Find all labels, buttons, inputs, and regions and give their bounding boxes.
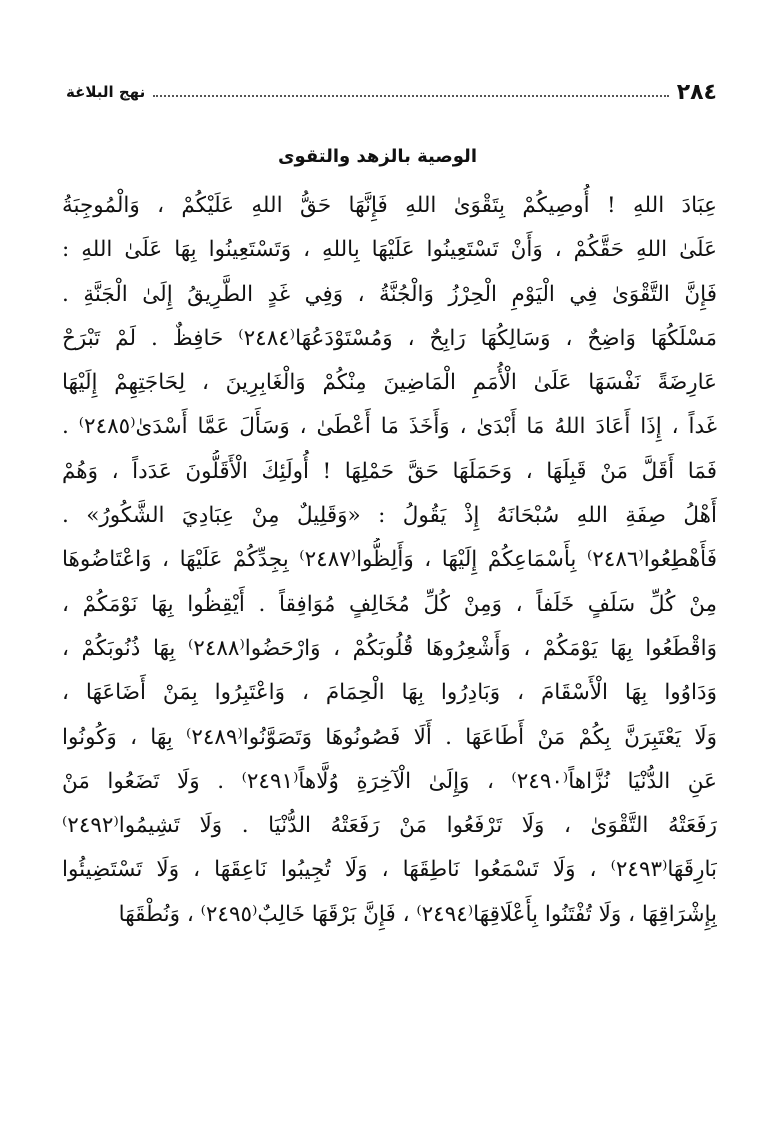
text-line: عَلَىٰ اللهِ حَقَّكُمْ ، وَأَنْ تَسْتَعِينُوا عَلَيْهَا بِاللهِ ، وَتَسْتَعِينُوا بِهَا عَلَىٰ اللهِ : bbox=[62, 237, 717, 263]
page-number: ٢٨٤ bbox=[676, 79, 717, 105]
header-dotted-leader bbox=[153, 94, 669, 97]
text-line: بَارِقَهَا⁽٢٤٩٣⁾ ، وَلَا تَسْمَعُوا نَاطِقَهَا ، وَلَا تُجِيبُوا نَاعِقَهَا ، وَلَا تَسْتَضِيئُوا bbox=[62, 857, 717, 883]
text-line: عَارِضَةً نَفْسَهَا عَلَىٰ الْأُمَمِ الْمَاضِينَ مِنْكُمْ وَالْغَابِرِينَ ، لِحَاجَتِهِمْ إِلَيْهَا bbox=[62, 370, 717, 396]
text-line: مِنْ كُلِّ سَلَفٍ خَلَفاً ، وَمِنْ كُلِّ مُخَالِفٍ مُوَافِقاً . أَيْقِظُوا بِهَا نَوْمَكُمْ ، bbox=[62, 591, 717, 617]
text-line: أَهْلُ صِفَةِ اللهِ سُبْحَانَهُ إِذْ يَقُولُ : «وَقَلِيلٌ مِنْ عِبَادِيَ الشَّكُورُ» . bbox=[62, 503, 717, 529]
text-line: وَدَاوُوا بِهَا الْأَسْقَامَ ، وَبَادِرُوا بِهَا الْحِمَامَ ، وَاعْتَبِرُوا بِمَنْ أَضَاعَهَا ، bbox=[62, 680, 717, 706]
book-title: نهج البلاغة bbox=[66, 83, 146, 101]
text-line: وَاقْطَعُوا بِهَا يَوْمَكُمْ ، وَأَشْعِرُوهَا قُلُوبَكُمْ ، وَارْحَضُوا⁽٢٤٨٨⁾ بِهَا ذُنُوبَكُمْ ، bbox=[62, 635, 717, 661]
text-line: مَسْلَكُهَا وَاضِحٌ ، وَسَالِكُهَا رَابِحٌ ، وَمُسْتَوْدَعُهَا⁽٢٤٨٤⁾ حَافِظٌ . لَمْ تَبْرَحْ bbox=[62, 325, 717, 351]
body-text bbox=[62, 184, 717, 937]
text-line: غَداً ، إِذَا أَعَادَ اللهُ مَا أَبْدَىٰ ، وَأَخَذَ مَا أَعْطَىٰ ، وَسَأَلَ عَمَّا أَسْدَىٰ⁽٢٤٨٥⁾ . bbox=[62, 414, 717, 440]
text-line: وَلَا يَعْتَبِرَنَّ بِكُمْ مَنْ أَطَاعَهَا . أَلَا فَصُونُوهَا وَتَصَوَّنُوا⁽٢٤٨٩⁾ بِهَا ، وَكُونُوا bbox=[62, 724, 717, 750]
text-line: عِبَادَ اللهِ ! أُوصِيكُمْ بِتَقْوَىٰ اللهِ فَإِنَّهَا حَقُّ اللهِ عَلَيْكُمْ ، وَالْمُوجِبَةُ bbox=[62, 193, 717, 218]
text-line: بِإِشْرَاقِهَا ، وَلَا تُفْتَنُوا بِأَعْلَاقِهَا⁽٢٤٩٤⁾ ، فَإِنَّ بَرْقَهَا خَالِبٌ⁽٢٤٩٥⁾ ، وَنُطْقَهَا bbox=[118, 901, 717, 927]
text-line: رَفَعَتْهُ التَّقْوَىٰ ، وَلَا تَرْفَعُوا مَنْ رَفَعَتْهُ الدُّنْيَا . وَلَا تَشِيمُوا⁽٢٤٩٢⁾ bbox=[62, 813, 717, 839]
section-title: الوصية بالزهد والتقوى bbox=[278, 146, 477, 167]
text-line: عَنِ الدُّنْيَا نُزَّاهاً⁽٢٤٩٠⁾ ، وَإِلَىٰ الْآخِرَةِ وُلَّاهاً⁽٢٤٩١⁾ . وَلَا تَضَعُوا مَنْ bbox=[62, 768, 717, 794]
running-header bbox=[66, 78, 717, 106]
text-line: فَأَهْطِعُوا⁽٢٤٨٦⁾ بِأَسْمَاعِكُمْ إِلَيْهَا ، وَأَلِظُّوا⁽٢٤٨٧⁾ بِجِدِّكُمْ عَلَيْهَا ، وَاعْتَاضُوهَا bbox=[62, 547, 717, 573]
text-line: فَمَا أَقَلَّ مَنْ قَبِلَهَا ، وَحَمَلَهَا حَقَّ حَمْلِهَا ! أُولَئِكَ الْأَقَلُّونَ عَدَداً ، وَهُمْ bbox=[62, 458, 717, 484]
text-line: فَإِنَّ التَّقْوَىٰ فِي الْيَوْمِ الْحِرْزُ وَالْجُنَّةُ ، وَفِي غَدٍ الطَّرِيقُ إِلَىٰ الْجَنَّةِ . bbox=[62, 281, 717, 307]
